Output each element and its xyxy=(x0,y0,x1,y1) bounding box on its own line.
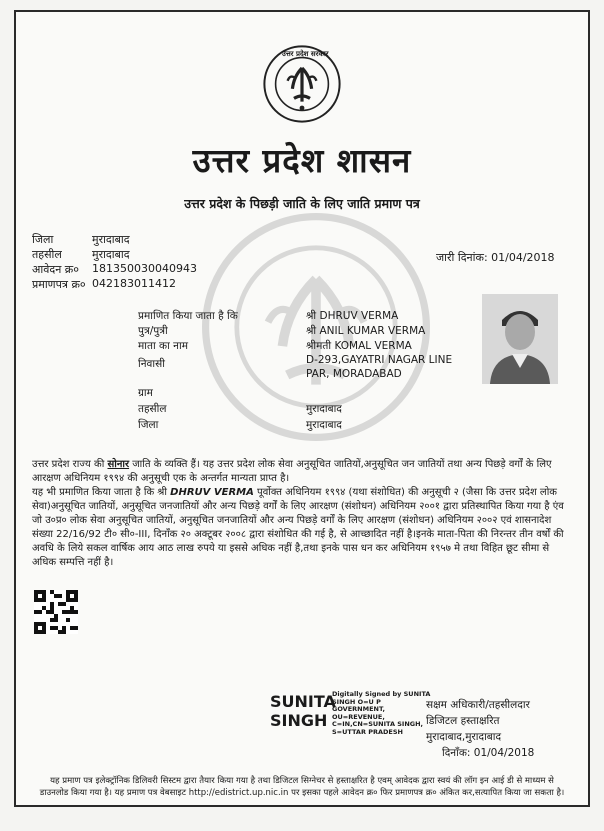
digital-sign-line5: C=IN,CN=SUNITA SINGH, xyxy=(332,720,424,728)
applicant-photo xyxy=(482,294,558,384)
caste-para-post: जाति के व्यक्ति हैं। यह उत्तर प्रदेश लोक सेवा अनुसूचित जातियों,अनुसूचित जन जातियों तथा अन्य पिछड़े वर्गों के लिए आरक्षण अधिनियम १९९४ की अनुसूची एक के अन्तर्गत मान्यता प्राप्त है। xyxy=(32,459,552,484)
footer-note xyxy=(26,775,578,799)
village-label: ग्राम xyxy=(138,387,153,399)
cert-para-name: DHRUV VERMA xyxy=(170,487,254,498)
caste-paragraph xyxy=(32,458,570,486)
detail-district-label: जिला xyxy=(138,419,159,431)
footer-line2: डाउनलोड किया गया है। यह प्रमाण पत्र वेबसाइट http://edistrict.up.nic.in पर इसका पहले आवेदन क्र० फिर प्रमाणपत्र क्र० अंकित कर,सत्यापित किया जा सकता है। xyxy=(39,788,565,798)
sign-date: दिनाँक: 01/04/2018 xyxy=(442,747,535,759)
certified-value: श्री DHRUV VERMA xyxy=(306,310,399,322)
emblem-text: उत्तर प्रदेश सरकार xyxy=(282,50,329,58)
mother-value: श्रीमती KOMAL VERMA xyxy=(306,340,412,352)
tehsil-label: तहसील xyxy=(32,248,62,261)
digital-sign-line1: Digitally Signed by SUNITA xyxy=(332,690,431,698)
resident-value-line2: PAR, MORADABAD xyxy=(306,368,402,380)
parent-label: पुत्र/पुत्री xyxy=(138,325,168,337)
signer-name-line1: SUNITA xyxy=(270,692,336,711)
issue-date: जारी दिनांक: 01/04/2018 xyxy=(436,251,555,264)
digital-sign-line6: S=UTTAR PRADESH xyxy=(332,727,403,736)
tehsil-value: मुरादाबाद xyxy=(92,248,130,261)
district-label: जिला xyxy=(32,233,54,246)
qr-code-icon xyxy=(34,590,78,634)
application-label: आवेदन क्र० xyxy=(32,263,79,276)
application-number: 181350030040943 xyxy=(92,262,197,275)
signer-name-line2: SINGH xyxy=(270,711,328,730)
detail-tehsil-value: मुरादाबाद xyxy=(306,403,342,415)
caste-para-pre: उत्तर प्रदेश राज्य की xyxy=(32,459,105,470)
detail-tehsil-label: तहसील xyxy=(138,403,167,415)
resident-value-line1: D-293,GAYATRI NAGAR LINE xyxy=(306,354,453,366)
parent-value: श्री ANIL KUMAR VERMA xyxy=(306,325,426,337)
certificate-subtitle: उत्तर प्रदेश के पिछड़ी जाति के लिए जाति प्रमाण पत्र xyxy=(184,196,420,211)
caste-name: सोनार xyxy=(107,459,130,470)
mother-label: माता का नाम xyxy=(138,340,188,352)
digital-sign-line4: OU=REVENUE, xyxy=(332,712,385,721)
digital-sign-line2: SINGH O=U P xyxy=(332,697,381,706)
cert-para-post: पूर्वोक्त अधिनियम १९९४ (यथा संशोधित) की अनुसूची २ (जैसा कि उत्तर प्रदेश लोक सेवा)अनुसूचित जातियों, अनुसूचित जनजातियों और अन्य पिछड़े वर्गों के लिए आरक्षण (संशोधन) अधिनियम २००१ द्वारा प्रतिस्थापित किया गया है एंव जो उ०प्र० लोक सेवा अनुसूचित जातियों, अनुसूचित जनजातियों और अन्य पिछड़े वर्गों के लिए आरक्षण (संशोधन) अधिनियम २००२ एवं शासनादेश संख्या 22/16/92 टी० सी०-III, दिनाँक २० अक्टूबर २००८ द्वारा संशोधित की गई है, से आच्छादित नहीं है।इनके माता-पिता की निरन्तर तीन वर्षों की अवधि के लिये सकल वार्षिक आय आठ लाख रुपये या इससे अधिक नहीं है,तथा इनके पास धन कर अधिनियम १९५७ मे तथा विहित छूट सीमा से अधिक सम्पत्ति नहीं है। xyxy=(32,487,564,568)
certified-label: प्रमाणित किया जाता है कि xyxy=(138,310,238,322)
certificate-page xyxy=(14,10,590,807)
footer-line1: यह प्रमाण पत्र इलेक्ट्रॉनिक डिलिवरी सिस्टम द्वारा तैयार किया गया है तथा डिजिटल सिग्नेचर से हस्ताक्षरित है एवम् आवेदक द्वारा स्वयं की लॉग इन आई डी से माध्यम से xyxy=(50,776,554,786)
resident-label: निवासी xyxy=(138,358,165,370)
district-value: मुरादाबाद xyxy=(92,233,130,246)
sign-place: मुरादाबाद,मुरादाबाद xyxy=(426,731,502,743)
certificate-number: 042183011412 xyxy=(92,277,176,290)
digital-signed-label: डिजिटल हस्ताक्षरित xyxy=(426,715,500,727)
detail-district-value: मुरादाबाद xyxy=(306,419,342,431)
digital-sign-line3: GOVERNMENT, xyxy=(332,705,385,713)
certification-paragraph xyxy=(32,486,570,570)
person-photo-icon xyxy=(482,294,558,384)
certificate-label: प्रमाणपत्र क्र० xyxy=(32,278,86,291)
page-title: उत्तर प्रदेश शासन xyxy=(192,141,412,180)
cert-para-pre: यह भी प्रमाणित किया जाता है कि श्री xyxy=(32,487,167,498)
signer-designation: सक्षम अधिकारी/तहसीलदार xyxy=(426,699,530,711)
